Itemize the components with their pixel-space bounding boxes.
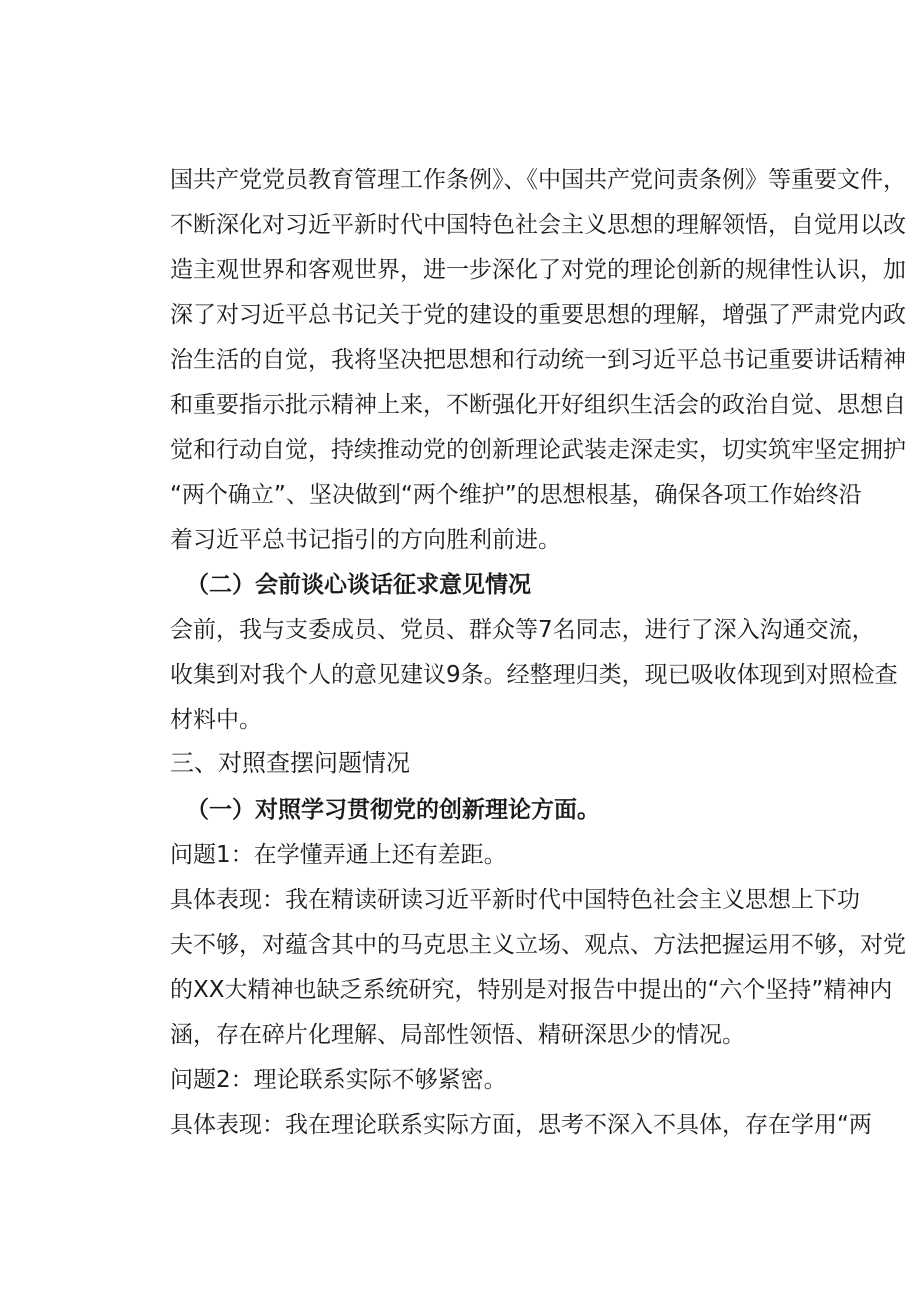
text-line: 具体表现：我在精读研读习近平新时代中国特色社会主义思想上下功 [170,887,860,913]
text-line: 着习近平总书记指引的方向胜利前进。 [170,527,561,553]
text-line: 觉和行动自觉，持续推动党的创新理论武装走深走实，切实筑牢坚定拥护 [170,437,906,463]
text-line: 涵，存在碎片化理解、局部性领悟、精研深思少的情况。 [170,1022,745,1048]
text-line: 收集到对我个人的意见建议9条。经整理归类，现已吸收体现到对照检查 [170,662,898,688]
text-line: 造主观世界和客观世界，进一步深化了对党的理论创新的规律性认识，加 [170,257,906,283]
text-line: 深了对习近平总书记关于党的建设的重要思想的理解，增强了严肃党内政 [170,302,906,328]
text-line: 国共产党党员教育管理工作条例》、《中国共产党问责条例》等重要文件， [170,167,906,193]
text-line: 具体表现：我在理论联系实际方面，思考不深入不具体，存在学用“两 [170,1112,872,1138]
text-line: 的XX大精神也缺乏系统研究，特别是对报告中提出的“六个坚持”精神内 [170,977,893,1003]
text-line: 治生活的自觉，我将坚决把思想和行动统一到习近平总书记重要讲话精神 [170,347,906,373]
text-line: 夫不够，对蕴含其中的马克思主义立场、观点、方法把握运用不够，对党 [170,932,906,958]
text-line: 不断深化对习近平新时代中国特色社会主义思想的理解领悟，自觉用以改 [170,212,906,238]
text-line: 和重要指示批示精神上来，不断强化开好组织生活会的政治自觉、思想自 [170,392,906,418]
text-line: 会前，我与支委成员、党员、群众等7名同志，进行了深入沟通交流， [170,617,875,643]
problem-title: 问题2：理论联系实际不够紧密。 [170,1067,507,1093]
text-line: 材料中。 [170,707,262,733]
subheading: （一）对照学习贯彻党的创新理论方面。 [186,797,600,823]
text-line: “两个确立”、坚决做到“两个维护”的思想根基，确保各项工作始终沿 [170,482,862,508]
problem-title: 问题1：在学懂弄通上还有差距。 [170,842,507,868]
section-heading: 三、对照查摆问题情况 [170,749,410,777]
subheading: （二）会前谈心谈话征求意见情况 [186,572,531,598]
